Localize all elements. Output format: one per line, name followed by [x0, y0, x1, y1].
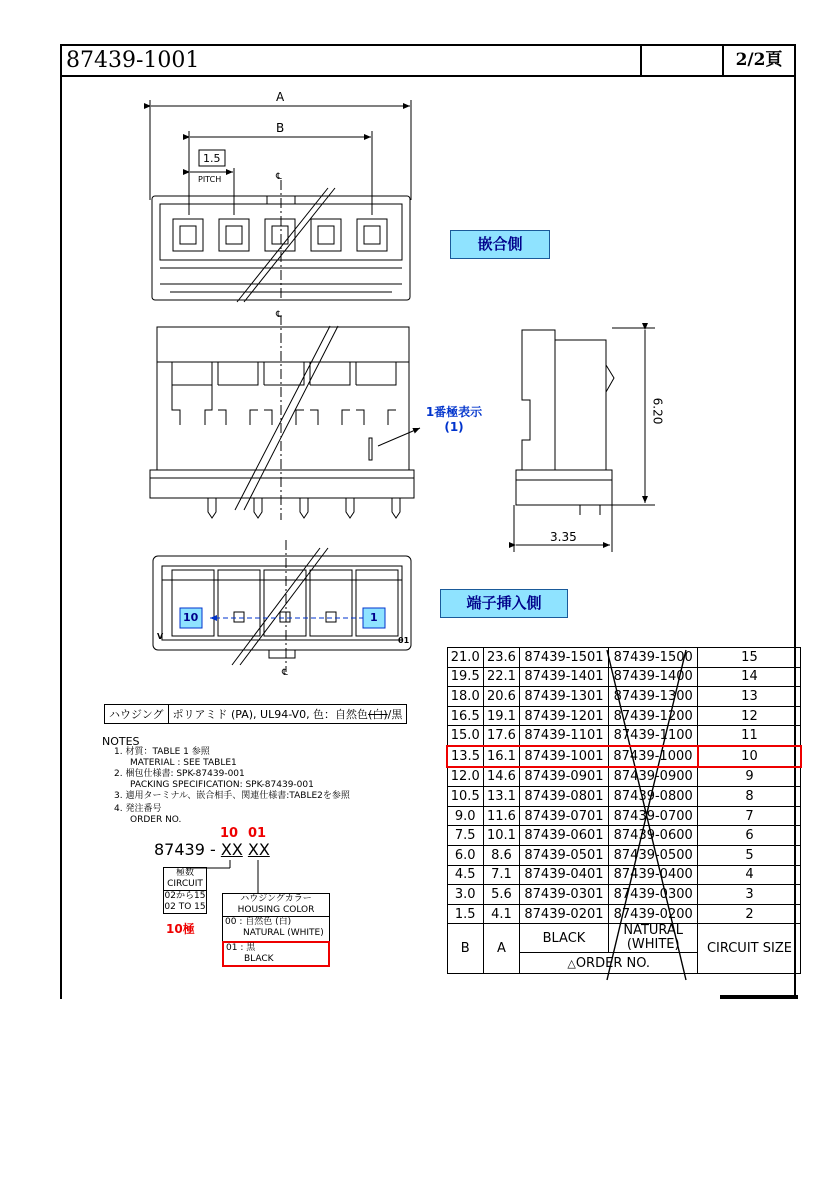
table-cell: 9	[698, 767, 801, 787]
notes-block	[102, 736, 350, 826]
table-cell: 87439-1201	[519, 706, 608, 726]
table-cell: 87439-0801	[519, 787, 608, 807]
table-cell: 7.1	[484, 865, 520, 885]
head-natural: NATURAL (WHITE)	[608, 924, 698, 953]
table-cell: 87439-1501	[519, 648, 608, 668]
table-cell: 87439-0400	[608, 865, 698, 885]
centerline-mark: ℄	[276, 172, 282, 182]
table-cell: 10.1	[484, 826, 520, 846]
pitch-value: 1.5	[203, 152, 221, 165]
table-row	[447, 706, 801, 726]
order-color-code: XX	[247, 840, 270, 859]
table-cell: 87439-0700	[608, 806, 698, 826]
pin1-mark-label	[414, 405, 494, 435]
head-black: BLACK	[519, 924, 608, 953]
note-2b: PACKING SPECIFICATION: SPK-87439-001	[130, 780, 314, 790]
table-cell: 87439-1300	[608, 687, 698, 707]
dim-b-label: B	[276, 121, 285, 135]
centerline-mark-2: ℄	[276, 310, 282, 320]
color-option-01-selected	[222, 941, 330, 967]
table-cell: 15	[698, 648, 801, 668]
table-cell: 87439-0901	[519, 767, 608, 787]
color-option-00: 00 : 自然色 (白)	[225, 917, 292, 927]
centerline-mark-3: ℄	[282, 668, 288, 678]
table-cell: 87439-0701	[519, 806, 608, 826]
table-cell: 19.5	[447, 667, 484, 687]
end-mark-right: 01	[398, 636, 410, 645]
table-cell: 14	[698, 667, 801, 687]
table-cell: 4.5	[447, 865, 484, 885]
mating-side-label: 嵌合側	[450, 230, 550, 259]
table-row	[447, 687, 801, 707]
front-contacts	[173, 219, 387, 251]
table-cell: 5.6	[484, 885, 520, 905]
table-cell: 87439-1500	[608, 648, 698, 668]
order-circuit-code: XX	[220, 840, 243, 859]
color-box-title-jp: ハウジングカラー	[240, 894, 312, 904]
circuit-box-title-jp: 極数	[175, 868, 194, 878]
color-box-title: HOUSING COLOR	[223, 905, 329, 917]
terminal-insertion-label: 端子挿入側	[440, 589, 568, 618]
table-cell: 14.6	[484, 767, 520, 787]
circuit-range: 02 TO 15	[164, 902, 206, 912]
order-circuit-value: 10	[220, 826, 239, 841]
order-color-value: 01	[248, 826, 267, 841]
note-2a: 2. 梱包仕様書: SPK-87439-001	[114, 769, 245, 779]
table-row	[447, 885, 801, 905]
dim-width-value: 3.35	[550, 530, 577, 544]
table-cell: 20.6	[484, 687, 520, 707]
table-cell: 87439-1101	[519, 726, 608, 746]
table-row	[447, 767, 801, 787]
head-a: A	[484, 924, 520, 974]
end-mark-left: V	[157, 632, 164, 641]
order-base: 87439 -	[154, 840, 216, 859]
table-row	[447, 726, 801, 746]
table-row	[447, 865, 801, 885]
table-cell: 22.1	[484, 667, 520, 687]
table-cell: 16.1	[484, 746, 520, 767]
notes-title: NOTES	[102, 735, 140, 748]
table-cell: 18.0	[447, 687, 484, 707]
table-cell: 87439-0200	[608, 904, 698, 924]
table-cell: 87439-1200	[608, 706, 698, 726]
pin-tails	[208, 498, 400, 518]
table-cell: 16.5	[447, 706, 484, 726]
table-cell: 12	[698, 706, 801, 726]
table-cell: 3.0	[447, 885, 484, 905]
table-cell: 6.0	[447, 845, 484, 865]
table-row	[447, 826, 801, 846]
table-cell: 87439-0301	[519, 885, 608, 905]
table-row	[447, 746, 801, 767]
note-3: 3. 適用ターミナル、嵌合相手、関連仕様書:TABLE2を参照	[114, 791, 350, 801]
table-cell: 87439-0401	[519, 865, 608, 885]
table-cell: 4.1	[484, 904, 520, 924]
table-row	[447, 648, 801, 668]
table-cell: 8	[698, 787, 801, 807]
table-row	[447, 667, 801, 687]
table-cell: 13.1	[484, 787, 520, 807]
top-view-body	[157, 327, 409, 470]
table-cell: 3	[698, 885, 801, 905]
table-cell: 87439-0601	[519, 826, 608, 846]
table-cell: 87439-0501	[519, 845, 608, 865]
head-b: B	[447, 924, 484, 974]
table-cell: 21.0	[447, 648, 484, 668]
table-cell: 87439-1301	[519, 687, 608, 707]
housing-spec	[104, 704, 407, 724]
table-cell: 10.5	[447, 787, 484, 807]
table-cell: 12.0	[447, 767, 484, 787]
table-cell: 7.5	[447, 826, 484, 846]
table-cell: 87439-1401	[519, 667, 608, 687]
table-cell: 23.6	[484, 648, 520, 668]
table-row	[447, 806, 801, 826]
table-cell: 11	[698, 726, 801, 746]
circuit-selected: 10極	[166, 922, 195, 936]
table-cell: 87439-0800	[608, 787, 698, 807]
housing-label: ハウジング	[109, 708, 164, 721]
note-1a: 1. 材質：TABLE 1 参照	[114, 747, 210, 757]
color-option-01-en: BLACK	[244, 954, 274, 964]
table-row	[447, 904, 801, 924]
pin1-mark-line2: (1)	[444, 420, 464, 434]
part-number: 87439-1001	[62, 46, 642, 75]
note-4b: ORDER NO.	[130, 815, 182, 825]
color-option-01: 01 : 黒	[226, 943, 256, 953]
table-cell: 13.5	[447, 746, 484, 767]
table-cell: 10	[698, 746, 801, 767]
table-cell: 4	[698, 865, 801, 885]
table-cell: 13	[698, 687, 801, 707]
color-option-00-en: NATURAL (WHITE)	[243, 928, 324, 938]
page-number: 2/2頁	[735, 50, 783, 70]
pin1-mark-line1: 1番極表示	[425, 405, 483, 419]
pin-10-label: 10	[183, 611, 199, 624]
table-cell: 87439-1400	[608, 667, 698, 687]
table-cell: 87439-0300	[608, 885, 698, 905]
table-cell: 87439-0500	[608, 845, 698, 865]
circuit-code-box	[163, 867, 207, 914]
table-cell: 1.5	[447, 904, 484, 924]
side-view-body	[522, 330, 606, 470]
table-cell: 17.6	[484, 726, 520, 746]
order-number-format	[154, 826, 270, 859]
table-cell: 15.0	[447, 726, 484, 746]
table-cell: 87439-1001	[519, 746, 608, 767]
table-cell: 8.6	[484, 845, 520, 865]
table-cell: 2	[698, 904, 801, 924]
table-cell: 87439-0201	[519, 904, 608, 924]
color-code-box	[222, 893, 330, 967]
dim-a-label: A	[276, 90, 285, 104]
table-cell: 7	[698, 806, 801, 826]
table-cell: 87439-0900	[608, 767, 698, 787]
table-cell: 9.0	[447, 806, 484, 826]
pitch-label: PITCH	[198, 175, 222, 184]
housing-struck-color: (白)	[368, 708, 388, 721]
head-circuit: CIRCUIT SIZE	[698, 924, 801, 974]
dim-height-value: 6.20	[650, 397, 665, 425]
housing-material: ポリアミド (PA), UL94-V0, 色：自然色(白)/黒	[168, 705, 407, 723]
pin-1-label: 1	[370, 611, 378, 624]
order-table	[446, 647, 802, 974]
table-cell: 6	[698, 826, 801, 846]
table-cell: 11.6	[484, 806, 520, 826]
circuit-box-title: CIRCUIT	[164, 879, 206, 891]
table-row	[447, 845, 801, 865]
table-cell: 19.1	[484, 706, 520, 726]
table-cell: 87439-1000	[608, 746, 698, 767]
head-order-no: △ORDER NO.	[519, 953, 698, 974]
table-cell: 5	[698, 845, 801, 865]
circuit-range-jp: 02から15	[164, 891, 206, 901]
table-cell: 87439-1100	[608, 726, 698, 746]
note-1b: MATERIAL : SEE TABLE1	[130, 758, 237, 768]
table-row	[447, 787, 801, 807]
table-cell: 87439-0600	[608, 826, 698, 846]
note-4a: 4. 発注番号	[114, 804, 162, 814]
